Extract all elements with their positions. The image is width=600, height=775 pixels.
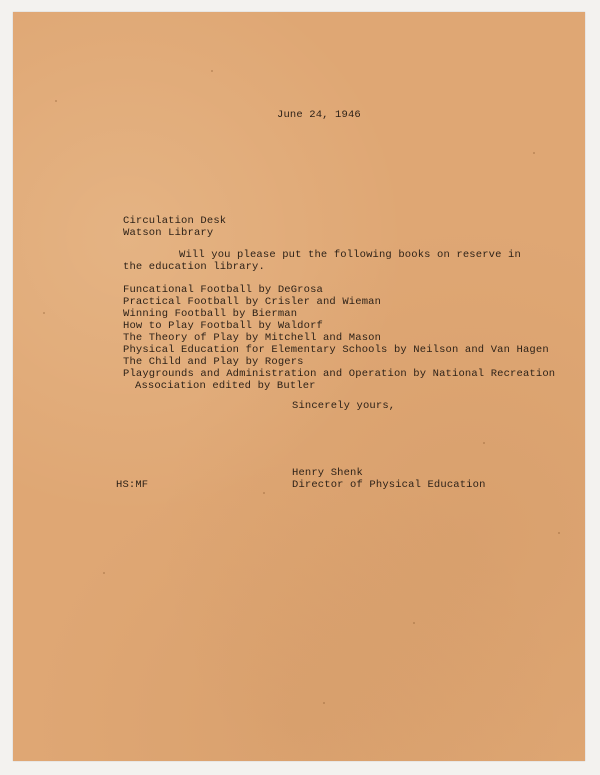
book-item: How to Play Football by Waldorf	[123, 320, 323, 332]
reference-initials: HS:MF	[116, 479, 149, 491]
paper-fleck	[533, 152, 535, 154]
paper-fleck	[558, 532, 560, 534]
closing: Sincerely yours,	[292, 400, 396, 412]
book-item: The Theory of Play by Mitchell and Mason	[123, 332, 382, 344]
recipient-line: Circulation Desk	[123, 215, 227, 227]
paper-fleck	[483, 442, 485, 444]
paper-fleck	[323, 702, 325, 704]
book-item: Playgrounds and Administration and Operation by National Recreation	[123, 368, 556, 380]
signer-title: Director of Physical Education	[292, 479, 486, 491]
paper-fleck	[413, 622, 415, 624]
book-item: Physical Education for Elementary Schools by Neilson and Van Hagen	[123, 344, 549, 356]
recipient-line: Watson Library	[123, 227, 214, 239]
body-text: the education library.	[123, 261, 265, 273]
paper-fleck	[55, 100, 57, 102]
signer-name: Henry Shenk	[292, 467, 363, 479]
paper-fleck	[263, 492, 265, 494]
book-item: Funcational Football by DeGrosa	[123, 284, 323, 296]
paper-fleck	[103, 572, 105, 574]
paper-fleck	[211, 70, 213, 72]
book-item: Winning Football by Bierman	[123, 308, 298, 320]
book-item: The Child and Play by Rogers	[123, 356, 304, 368]
body-text: Will you please put the following books on reserve in	[179, 249, 521, 261]
book-item-continued: Association edited by Butler	[135, 380, 316, 392]
book-item: Practical Football by Crisler and Wieman	[123, 296, 382, 308]
paper-fleck	[43, 312, 45, 314]
letter-sheet	[13, 12, 585, 761]
letter-date: June 24, 1946	[277, 109, 361, 121]
